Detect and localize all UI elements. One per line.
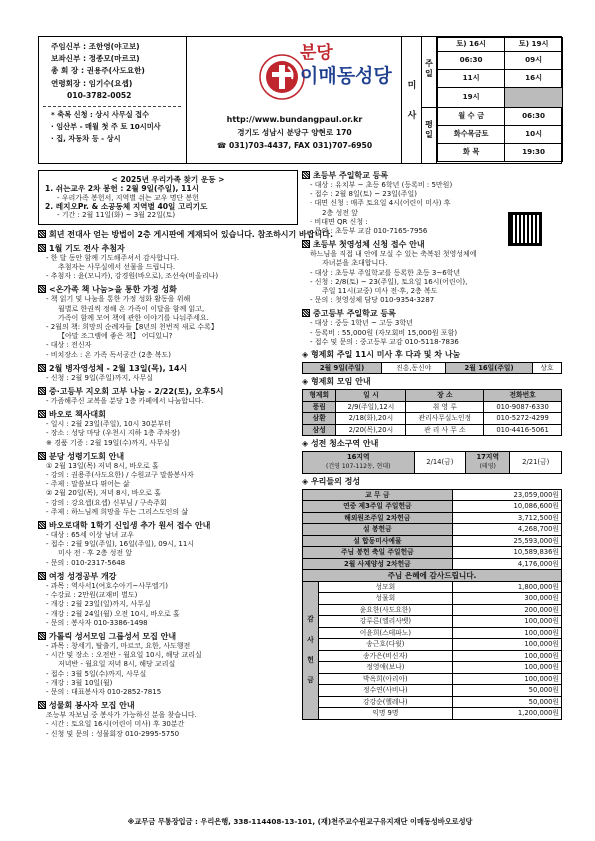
notice-line: - 대상 : 유치부 ~ 초등 6학년 (등록비 : 5만원) [310, 181, 453, 189]
meeting-header: 전화번호 [484, 390, 562, 402]
mass-cell: 11시 [438, 70, 505, 88]
checkbox-icon [38, 230, 46, 238]
donor-name: 성모회 [319, 581, 453, 593]
meeting-cell: 2/18(화),20시 [336, 413, 406, 425]
donor-amount: 100,000원 [452, 639, 561, 651]
notice-line: - 강의 : 권용주(사도요한) / 수원교구 말씀봉사자 [46, 471, 194, 480]
donor-name: 강강순(헬레나) [319, 696, 453, 708]
notice-heading [38, 409, 298, 420]
checkbox-icon [302, 240, 310, 248]
checkbox-icon [38, 452, 46, 460]
parish-name-top: 분당 [300, 43, 333, 63]
notice-line: 월별로 한권씩 정해 온 가족이 이달을 함께 읽고, [58, 304, 205, 313]
notice-line: - 신청 및 문의 : 성물회장 010-2995-5750 [46, 729, 180, 738]
notice-heading [38, 571, 298, 582]
notice-heading [38, 243, 298, 254]
checkbox-icon [38, 572, 46, 580]
mass-schedule [401, 37, 562, 163]
mass-cell: 화 목 [438, 144, 505, 162]
notice-line: - 장소 : 성당 마당 (우천시 지하 1층 주차장) [46, 429, 181, 438]
donor-name: 강루른(엘리사벳) [319, 616, 453, 628]
mass-side-char: 사 [407, 111, 417, 121]
meeting-header: 일 시 [336, 390, 406, 402]
neighbor-table [302, 362, 562, 375]
divider [43, 106, 181, 107]
donor-amount: 100,000원 [452, 673, 561, 685]
mass-cell: 토) 19시 [505, 38, 563, 52]
clean-zone [466, 451, 510, 473]
notice-line: - 문의 : 첫영성체 담당 010-9354-3287 [310, 296, 435, 305]
notice-section [38, 700, 298, 739]
notice-line: 하느님을 직접 내 안에 모실 수 있는 축복된 첫영성체에 [310, 250, 477, 259]
notice-heading-text: 중·고등부 지오회 고부 나눔 - 2/22(토), 오후5시 [49, 387, 224, 397]
donor-name: 윤요한(사도요한) [319, 604, 453, 616]
neighbor-cell: 2월 16일(주일) [446, 362, 533, 374]
thanks-banner: 주님 은혜에 감사드립니다. [303, 570, 562, 582]
donor-amount: 100,000원 [452, 627, 561, 639]
blessing-note: · 임산부 - 매월 첫 주 토 10시미사 [51, 121, 161, 131]
notice-line: - 과목 : 창세기, 탈출기, 마르코, 요한, 사도행전 [46, 641, 191, 650]
notice-line: 【아말 조그램에 좋은 책】 어디있니? [58, 332, 173, 341]
campaign-sub: - 기간 : 2월 11일(화) ~ 3월 22일(토) [57, 211, 176, 220]
notice-heading-text: 여정 성경공부 개강 [49, 571, 117, 581]
notice-heading-text: 초등부 첫영성체 신청 접수 안내 [313, 240, 425, 250]
mass-side-char: 미 [407, 81, 417, 91]
meeting-cell: 010-5272-4299 [484, 413, 562, 425]
donor-name: 정영애(보나) [319, 662, 453, 674]
notice-line: - 가즘해주신 교복을 분당 1층 카페에서 나눔합니다. [46, 397, 204, 406]
meeting-cell: 010-4416-5061 [484, 424, 562, 436]
notice-heading [38, 700, 298, 711]
meeting-cell: 취 영 루 [406, 401, 484, 413]
notice-line: 자녀분을 초대합니다. [322, 259, 388, 268]
notice-line: 2층 성전 앞 [322, 208, 358, 217]
donor-amount: 50,000원 [452, 685, 561, 697]
checkbox-icon [38, 244, 46, 252]
meeting-header: 형제회 [303, 390, 336, 402]
notice-line: - 등록비 : 55,000원 (자모회비 15,000원 포함) [310, 328, 458, 337]
checkbox-icon [38, 410, 46, 418]
offering-cell: 설 봉헌금 [303, 524, 453, 536]
offering-cell: 4,268,700원 [452, 524, 561, 536]
campaign-sub: - 우리가족 봉헌서, 지역별 쉬는 교우 명단 봉헌 [57, 193, 200, 202]
notice-section [38, 520, 298, 568]
campaign-box [38, 170, 298, 225]
notice-line: 미사 전 · 후 2층 성전 앞 [58, 549, 133, 558]
notice-heading [38, 284, 298, 295]
notice-heading-text: 중고등부 주일학교 등록 [313, 309, 396, 319]
notice-heading [38, 631, 298, 642]
notice-section [302, 239, 562, 305]
clean-title: ◈ 성전 청소구역 안내 [302, 439, 379, 449]
offering-cell: 주님 봉헌 축일 주일헌금 [303, 547, 453, 559]
notice-section [38, 284, 298, 359]
mass-side-label [402, 37, 422, 163]
notice-heading-text: 1월 기도 전사 추첨자 [49, 243, 125, 253]
notice-line: - 대상 : 중등 1학년 ~ 고등 3학년 [310, 319, 413, 328]
meeting-cell: 삼성 [303, 424, 336, 436]
right-sections [302, 170, 562, 347]
offering-cell: 해외원조주일 2차헌금 [303, 512, 453, 524]
donor-name: 익명 9명 [319, 708, 453, 720]
meeting-cell: 관리사무실노인정 [406, 413, 484, 425]
notice-line: - 시간 및 장소 : 오전반 - 월요일 10시, 해당 교리실 [46, 651, 202, 660]
clean-zone-sub: (태영) [479, 463, 496, 471]
notice-section [302, 308, 562, 347]
notice-heading-text: 초등부 주일학교 등록 [313, 171, 389, 180]
notice-line: - 한 달 동안 함께 기도해주셔서 감사합니다. [46, 253, 180, 262]
checkbox-icon [38, 632, 46, 640]
notice-line: ※ 경품 기증 : 2월 19일(수)까지, 사무실 [46, 438, 170, 447]
notice-line: · 비대면 QR 신청 : [310, 217, 368, 226]
meeting-cell: 관 리 사 무 소 [406, 424, 484, 436]
mass-cell: 토) 16시 [438, 38, 505, 52]
header-box [38, 36, 562, 164]
notice-line: - 대상 : 65세 이상 남녀 교우 [46, 531, 134, 540]
notice-heading [38, 520, 298, 531]
notice-line: 주일 11시(교중) 미사 전·후, 2층 복도 [322, 287, 438, 296]
offering-table [302, 489, 562, 720]
notice-heading [38, 363, 298, 374]
neighbor-cell: 상호 [532, 362, 561, 374]
notice-line: - 문의 : 대표봉사자 010-2852-7815 [46, 687, 162, 696]
notice-line: - 2월의 책: 희망의 순례자들【8년의 천번적 새로 수록】 [46, 323, 218, 332]
donor-name: 박옥희(아리아) [319, 673, 453, 685]
president: 총 회 장 : 권용주(사도요한) [51, 66, 145, 76]
notice-line: - 책 읽기 및 나눔을 통한 가정 성화 활동을 위해 [46, 295, 191, 304]
donor-amount: 300,000원 [452, 593, 561, 605]
notice-line: 가족이 함께 모여 책에 관한 이야기를 나눠주세요. [58, 313, 209, 322]
notice-heading [38, 229, 334, 240]
notice-heading [38, 451, 298, 462]
offering-cell: 2월 사제양성 2차헌금 [303, 558, 453, 570]
parish-url[interactable]: http://www.bundangpaul.or.kr [226, 115, 363, 124]
checkbox-icon [38, 387, 46, 395]
notice-heading [302, 170, 562, 181]
thanks-side-label: 감 사 헌 금 [303, 581, 319, 719]
notice-line: - 과목 : 역사서1(여호수아기~사무엘기) [46, 581, 169, 590]
mass-cell: 06:30 [438, 52, 505, 70]
clean-zone-label: 17지역 [476, 453, 500, 462]
notice-section [38, 243, 298, 282]
donor-name: 송근호(다윗) [319, 639, 453, 651]
donor-name: 이윤희(스테파노) [319, 627, 453, 639]
campaign-item: 2. 레지오Pr. & 소공동체 지역별 40일 고리기도 [45, 202, 208, 212]
meeting-cell: 010-9087-6330 [484, 401, 562, 413]
notice-heading-text: 회년 전대사 얻는 방법이 2층 게시판에 게재되어 있습니다. 참조하시기 바랍니다. [49, 229, 334, 239]
mass-cell: 19:30 [505, 144, 563, 162]
notice-heading-text: 바오로대학 1학기 신입생 추가 원서 접수 안내 [49, 521, 211, 531]
notice-line: - 문의 : 010-2317-5648 [46, 558, 126, 567]
parish-center [188, 37, 401, 163]
notice-line: - 문의 : 초등부 교감 010-7165-7956 [310, 227, 428, 236]
meeting-header: 장 소 [406, 390, 484, 402]
notice-heading-text: 가톨릭 성서모임 그룹성서 모집 안내 [49, 631, 177, 641]
blessing-note: * 축복 신청 : 상시 사무실 접수 [51, 109, 150, 119]
notice-line: - 신청 : 2/8(토) ~ 23(주일), 토요일 16시(어린이), [310, 277, 468, 286]
donor-name: 송가은(비신자) [319, 650, 453, 662]
notice-line: - 비치장소 : 온 가족 독서공간 (2층 복도) [46, 350, 172, 359]
sunday-label: 주 일 [422, 37, 437, 107]
notice-line: - 일시 : 2월 23일(주일), 10시 30분부터 [46, 420, 171, 429]
mass-cell: 화수목금토 [438, 126, 505, 144]
notice-line: · 대면 신청 : 매주 토요일 4시(어린이 미사) 후 [310, 199, 451, 208]
meeting-cell: 풍림 [303, 401, 336, 413]
donor-amount: 100,000원 [452, 650, 561, 662]
offering-cell: 10,589,836원 [452, 547, 561, 559]
clean-zone [303, 451, 415, 473]
clean-date: 2/14(금) [414, 451, 466, 473]
notice-line: 조능부 자보님 중 봉사가 가능하신 분을 찾습니다. [46, 711, 197, 720]
notice-line: - 대상 : 초등부 주일학교를 등록한 초등 3~6학년 [310, 268, 461, 277]
clean-zone-sub: (건영 107-112동, 현대) [326, 463, 391, 471]
meeting-title: ◈ 형제회 모임 안내 [302, 377, 371, 387]
notice-heading-text: 분당 성령기도회 안내 [49, 451, 125, 461]
notice-line: - 대상 : 전신자 [46, 341, 92, 350]
checkbox-icon [38, 364, 46, 372]
notice-line: - 강의 : 강요셉(요셉) 신부님 / 구속주회 [46, 498, 167, 507]
clean-zone-label: 16지역 [346, 453, 370, 462]
notice-line: 저녁반 - 월요일 저녁 8시, 해당 교리실 [58, 660, 176, 669]
notice-line: - 개강 : 2월 23일(일)까지, 사무실 [46, 600, 151, 609]
parish-name: 이매동성당 [300, 65, 392, 87]
donor-name: 정수연(사비나) [319, 685, 453, 697]
notice-heading [38, 386, 298, 397]
offering-title: ◈ 우리들의 정성 [302, 476, 361, 486]
offering-cell: 설 합동미사예물 [303, 535, 453, 547]
neighbor-cell: 진흥,동신야 [382, 362, 446, 374]
notice-line: - 접수 : 2월 8일(토) ~ 23일(주일) [310, 190, 417, 199]
notice-line: - 개강 : 2월 24일(월) 오전 10시, 바오로 홀 [46, 609, 180, 618]
qr-code-icon[interactable] [508, 212, 542, 246]
notice-section [38, 451, 298, 517]
pastor: 주임신부 : 조한영(야고보) [51, 42, 140, 51]
mass-cell: 06:30 [505, 108, 563, 126]
donor-amount: 50,000원 [452, 696, 561, 708]
notice-line: - 개강 : 3월 10일(월) [46, 678, 113, 687]
neighbor-cell: 2월 9일(주일) [303, 362, 382, 374]
notice-section [38, 363, 298, 383]
parish-address: 경기도 성남시 분당구 양현로 170 [237, 128, 352, 137]
notice-section [38, 229, 334, 240]
campaign-title: < 2025년 우리가족 찾기 운동 > [111, 175, 225, 184]
notice-heading-text: 성물회 봉사자 모집 안내 [49, 701, 135, 711]
donor-amount: 1,200,000원 [452, 708, 561, 720]
notice-heading-text: <온가족 책 나눔>을 통한 가정 성화 [49, 285, 177, 295]
meeting-cell: 2/9(주일),12시 [336, 401, 406, 413]
notice-line: ① 2월 13일(목) 저녁 8시, 바오로 홀 [46, 461, 159, 470]
mass-cell: 09시 [505, 52, 563, 70]
checkbox-icon [38, 521, 46, 529]
notice-line: - 접수 : 2월 9일(주일), 16일(주일), 09시, 11시 [46, 540, 195, 549]
notice-line: - 추첨자 : 윤(모니카), 강경원(바오로), 조선숙(비올리나) [46, 272, 219, 281]
donor-amount: 100,000원 [452, 662, 561, 674]
checkbox-icon [302, 171, 310, 179]
offering-cell: 23,059,000원 [452, 489, 561, 501]
checkbox-icon [38, 701, 46, 709]
notice-section [38, 386, 298, 406]
notice-line: - 주제 : 하느님께 희망을 두는 그리스도인의 삶 [46, 507, 189, 516]
donor-amount: 200,000원 [452, 604, 561, 616]
meeting-table [302, 389, 562, 436]
parish-contact: ☎ 031)703-4437, FAX 031)707-6950 [216, 141, 373, 150]
weekday-label: 평 일 [422, 107, 437, 163]
assistant-priest: 보좌신부 : 정종모(마르코) [51, 54, 140, 64]
mass-cell: 월 수 금 [438, 108, 505, 126]
staff-panel [39, 37, 187, 163]
clean-date: 2/21(금) [510, 451, 562, 473]
donor-name: 성물회 [319, 593, 453, 605]
meeting-cell: 2/20(목),20시 [336, 424, 406, 436]
notice-line: - 신청 : 2월 9일(주일)까지, 사무실 [46, 373, 153, 382]
staff-phone: 010-3782-0052 [67, 90, 132, 100]
neighbor-title: ◈ 형제회 주일 11시 미사 후 다과 및 차 나눔 [302, 350, 461, 360]
notice-line: ② 2월 20일(목), 저녁 8시, 바오로 홀 [46, 489, 161, 498]
mass-cell: 10시 [505, 126, 563, 144]
offering-cell: 10,086,600원 [452, 501, 561, 513]
right-column [302, 170, 562, 720]
offering-cell: 25,593,000원 [452, 535, 561, 547]
notice-line: - 수강료 : 2만원(교재비 별도) [46, 591, 138, 600]
notice-line: - 시간 : 토요일 16시(어린이 미사) 후 30분간 [46, 720, 185, 729]
notice-heading [302, 308, 562, 319]
notice-section [38, 631, 298, 697]
offering-cell: 교 무 금 [303, 489, 453, 501]
donor-amount: 1,800,000원 [452, 581, 561, 593]
offering-cell: 4,176,000원 [452, 558, 561, 570]
donor-amount: 100,000원 [452, 616, 561, 628]
notice-line: - 주제 : 말씀보다 뛰어는 삶 [46, 480, 130, 489]
campaign-item: 1. 쉬는교우 2차 봉헌 : 2월 9일(주일), 11시 [45, 184, 199, 194]
footer-account: ※교무금 무통장입금 : 우리은행, 338-114408-13-101, (재)천주교수원교구유지재단 이매동성바오로성당 [127, 817, 473, 826]
meeting-cell: 삼환 [303, 413, 336, 425]
offering-cell: 연중 제3주일 주일헌금 [303, 501, 453, 513]
checkbox-icon [302, 309, 310, 317]
notice-line: - 접수 및 문의 : 중고등부 교감 010-5118-7836 [310, 337, 459, 346]
notice-line: - 문의 : 봉사자 010-3386-1498 [46, 618, 148, 627]
notice-section [38, 571, 298, 628]
offering-cell: 3,712,500원 [452, 512, 561, 524]
notice-heading-text: 바오로 책사대회 [49, 410, 106, 420]
notice-section [302, 170, 562, 236]
clean-table [302, 451, 562, 474]
notice-line: - 접수 : 3월 5일(수)까지, 사무실 [46, 669, 147, 678]
notice-heading-text: 2월 병자영성체 - 2월 13일(목), 14시 [49, 363, 188, 373]
notice-line: 추첨자는 사무실에서 선물을 드립니다. [58, 263, 176, 272]
blessing-note: · 집, 자동차 등 - 상시 [51, 133, 121, 143]
notice-section [38, 409, 298, 448]
mass-table [437, 37, 563, 162]
mass-cell: 19시 [438, 88, 505, 108]
funeral-head: 연령회장 : 임기수(요셉) [51, 78, 133, 88]
mass-cell: 16시 [505, 70, 563, 88]
checkbox-icon [38, 285, 46, 293]
mass-cell-empty [505, 88, 563, 108]
